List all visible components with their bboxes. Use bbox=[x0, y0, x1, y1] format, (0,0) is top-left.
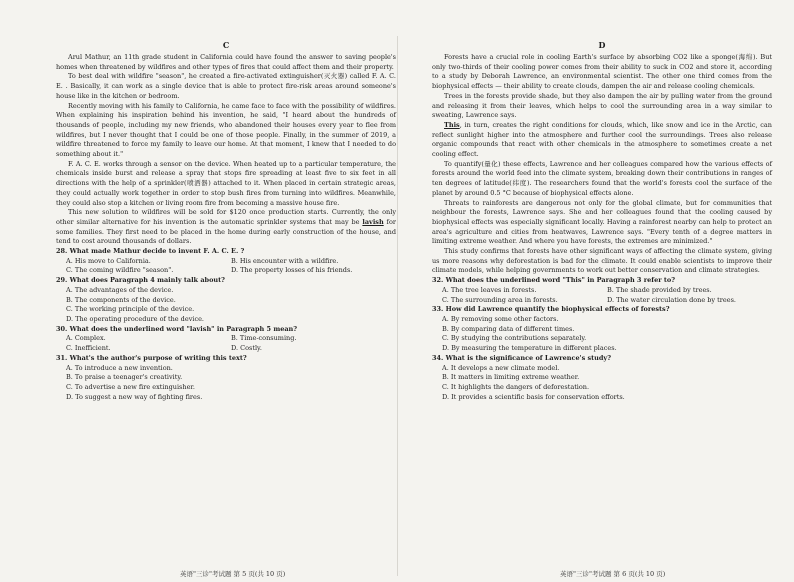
answer-option[interactable]: D. The water circulation done by trees. bbox=[607, 295, 736, 304]
answer-option[interactable]: A. The advantages of the device. bbox=[66, 285, 174, 294]
answer-option[interactable]: B. To praise a teenager's creativity. bbox=[66, 373, 183, 382]
paragraph: Arul Mathur, an 11th grade student in California could have found the answer to saving people's homes when threatened by wildfires and other types of fires that could affect them and their property. bbox=[56, 53, 396, 71]
question-stem: 34. What is the significance of Lawrence's study? bbox=[432, 353, 612, 362]
answer-option[interactable]: D. The property losses of his friends. bbox=[231, 266, 353, 275]
option-row bbox=[66, 257, 396, 267]
answer-option[interactable]: C. The surrounding area in forests. bbox=[442, 295, 558, 304]
paragraph: To best deal with wildfire "season", he created a fire-activated extinguisher(灭火器) called F. A. C. E. . Basically, it can work as a single device that is able to protect fire-risk areas around someone's house like in the kitchen or bedroom. bbox=[56, 72, 396, 100]
option-row bbox=[66, 334, 396, 344]
answer-option[interactable]: D. To suggest a new way of fighting fires. bbox=[66, 392, 203, 401]
emphasis: This bbox=[444, 120, 460, 129]
question-stem: 32. What does the underlined word "This" in Paragraph 3 refer to? bbox=[432, 276, 676, 285]
answer-option[interactable]: B. The components of the device. bbox=[66, 295, 176, 304]
paragraph: F. A. C. E. works through a sensor on the device. When heated up to a particular temperature, the chemicals inside burst and release a spray that stops fire spreading at least five to six feet in all directions with the help of a sprinkler(喷洒器) attached to it. When placed in certain strategic areas, they could actually work together in order to stop bush fires from turning into wildfires. Meanwhile, they could also stop a kitchen or living room fire from becoming a massive house fire. bbox=[56, 159, 396, 207]
question-block bbox=[56, 325, 396, 354]
answer-option[interactable]: D. Costly. bbox=[231, 344, 262, 353]
answer-option[interactable]: A. By removing some other factors. bbox=[442, 314, 559, 323]
underlined-word bbox=[444, 121, 460, 129]
passage-d-column bbox=[432, 40, 772, 402]
answer-option[interactable]: A. It develops a new climate model. bbox=[442, 363, 560, 372]
question-block bbox=[56, 247, 396, 276]
option-row bbox=[66, 266, 396, 276]
paragraph: Forests have a crucial role in cooling Earth's surface by absorbing CO2 like a sponge(海绵). But only two-thirds of their cooling power comes from their ability to suck in CO2 and store it, according to a study by Deborah Lawrence, an environmental scientist. The other one third comes from the biophysical effects — their ability to create clouds, dampen the air and release cooling chemicals. bbox=[432, 53, 772, 91]
paragraph: To quantify(量化) these effects, Lawrence and her colleagues compared how the various effects of forests around the world feed into the climate system, breaking down their contributions in ranges of ten degrees of latitude(纬度). The researchers found that the world's forests cool the surface of the planet by around 0.5 °C because of biophysical effects alone. bbox=[432, 159, 772, 197]
answer-option[interactable]: B. His encounter with a wildfire. bbox=[231, 256, 339, 265]
option-row bbox=[442, 286, 772, 296]
question-block bbox=[432, 354, 772, 403]
passage-c-column bbox=[56, 40, 396, 402]
column-divider bbox=[397, 36, 398, 576]
emphasis: lavish bbox=[362, 217, 384, 226]
answer-option[interactable]: C. By studying the contributions separately. bbox=[442, 334, 587, 343]
paragraph bbox=[56, 208, 396, 247]
answer-option[interactable]: D. By measuring the temperature in different places. bbox=[442, 344, 617, 353]
question-stem: 33. How did Lawrence quantify the biophysical effects of forests? bbox=[432, 305, 670, 314]
paragraph bbox=[432, 121, 772, 160]
option-row bbox=[442, 296, 772, 306]
answer-option[interactable]: B. By comparing data of different times. bbox=[442, 324, 575, 333]
option-row bbox=[66, 344, 396, 354]
question-stem: 30. What does the underlined word "lavish" in Paragraph 5 mean? bbox=[56, 324, 298, 333]
answer-option[interactable]: C. It highlights the dangers of deforestation. bbox=[442, 382, 590, 391]
question-block bbox=[56, 276, 396, 325]
text-segment: This new solution to wildfires will be sold for $120 once production starts. Currently, the only other similar alternative for his invention is the automatic sprinkler systems that may be bbox=[56, 208, 396, 226]
question-block bbox=[432, 305, 772, 354]
answer-option[interactable]: B. The shade provided by trees. bbox=[607, 285, 712, 294]
paragraph: Recently moving with his family to California, he came face to face with the possibility of wildfires. When explaining his inspiration behind his invention, he said, "I heard about the hundreds of thousands of people, including my new friends, who abandoned their houses every year to flee from wildfires, but I never thought that I could be one of those people. Finally, in the summer of 2019, a wildfire threatened to force my family to leave our home. At that moment, I knew that I needed to do something about it." bbox=[56, 101, 396, 159]
paragraph: Threats to rainforests are dangerous not only for the global climate, but for communities that neighbour the forests, Lawrence says. She and her colleagues found that the cooling caused by biophysical effects was especially significant locally. Having a rainforest nearby can help to protect an area's agriculture and cities from heatwaves, Lawrence says. "Every tenth of a degree matters in limiting extreme weather. And where you have forests, the extremes are minimized." bbox=[432, 198, 772, 246]
answer-option[interactable]: D. The operating procedure of the device. bbox=[66, 314, 204, 323]
question-block bbox=[432, 276, 772, 305]
paragraph: This study confirms that forests have other significant ways of affecting the climate system, giving us more reasons why deforestation is bad for the climate. It could enable scientists to improve their climate models, while helping governments to work out better conservation and climate strategies. bbox=[432, 247, 772, 275]
answer-option[interactable]: C. Inefficient. bbox=[66, 344, 111, 353]
underlined-word bbox=[362, 218, 383, 226]
answer-option[interactable]: B. Time-consuming. bbox=[231, 334, 297, 343]
answer-option[interactable]: A. His move to California. bbox=[66, 256, 151, 265]
answer-option[interactable]: C. To advertise a new fire extinguisher. bbox=[66, 382, 195, 391]
question-stem: 28. What made Mathur decide to invent F. A. C. E. ? bbox=[56, 247, 245, 256]
text-segment: , in turn, creates the right conditions for clouds, which, like snow and ice in the Arctic, can reflect sunlight higher into the atmosphere and further cool the surroundings. Trees also release organic compounds that react with other chemicals in the atmosphere to sometimes create a net cooling effect. bbox=[432, 120, 772, 159]
passage-heading: C bbox=[222, 40, 230, 50]
paragraph: Trees in the forests provide shade, but they also dampen the air by pulling water from the ground and releasing it from their leaves, which helps to cool the surrounding area in a way similar to sweating, Lawrence says. bbox=[432, 91, 772, 120]
answer-option[interactable]: A. Complex. bbox=[66, 334, 106, 343]
answer-option[interactable]: D. It provides a scientific basis for conservation efforts. bbox=[442, 392, 625, 401]
answer-option[interactable]: A. To introduce a new invention. bbox=[66, 363, 173, 372]
page-footer: 英语"三诊"考试题 第 6 页(共 10 页) bbox=[560, 570, 666, 578]
answer-option[interactable]: C. The coming wildfire "season". bbox=[66, 266, 174, 275]
text-segment: for some families. They first need to be placed in the home during early construction of the house, and tend to cost around thousands of dollars. bbox=[56, 217, 396, 246]
question-stem: 31. What's the author's purpose of writing this text? bbox=[56, 353, 247, 362]
answer-option[interactable]: C. The working principle of the device. bbox=[66, 305, 195, 314]
passage-heading: D bbox=[598, 40, 606, 50]
answer-option[interactable]: B. It matters in limiting extreme weather. bbox=[442, 373, 580, 382]
question-stem: 29. What does Paragraph 4 mainly talk about? bbox=[56, 276, 225, 285]
page-footer: 英语"三诊"考试题 第 5 页(共 10 页) bbox=[180, 570, 286, 578]
answer-option[interactable]: A. The tree leaves in forests. bbox=[442, 285, 537, 294]
question-block bbox=[56, 354, 396, 403]
